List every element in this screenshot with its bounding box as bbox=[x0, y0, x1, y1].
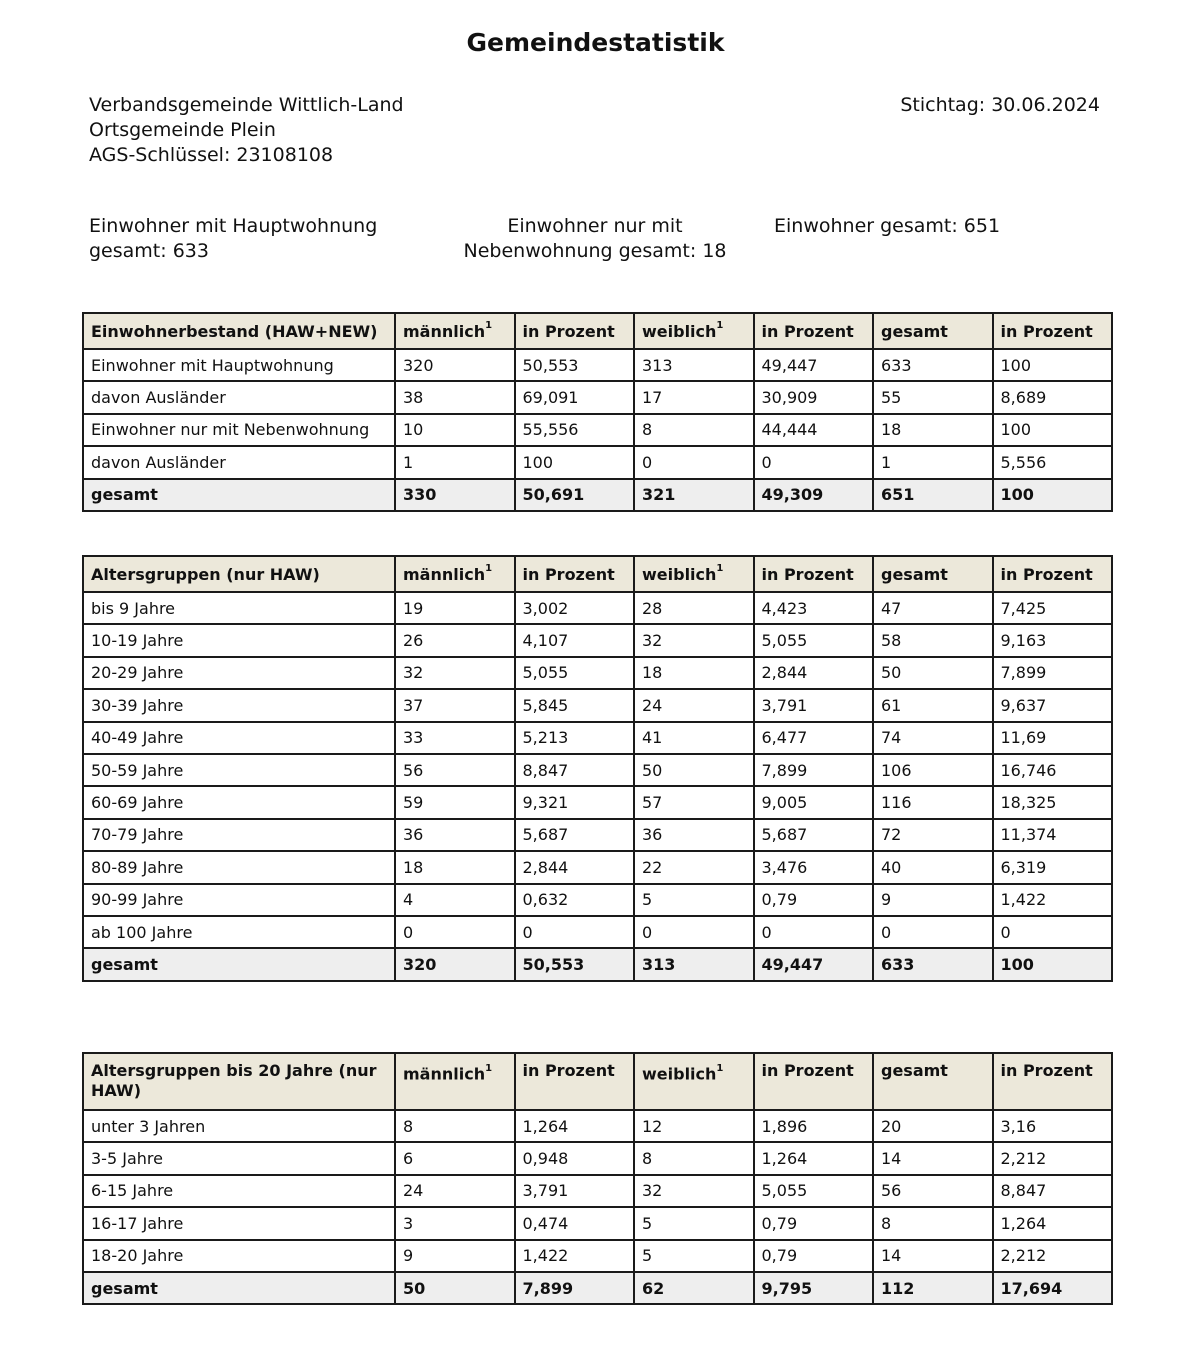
column-header-label: Altersgruppen bis 20 Jahre (nur HAW) bbox=[91, 1061, 377, 1100]
cell-value: 18,325 bbox=[993, 786, 1113, 818]
cell-value: 4,423 bbox=[754, 592, 874, 624]
cell-value: 5 bbox=[634, 1207, 754, 1239]
column-header bbox=[754, 1053, 874, 1110]
cell-value: 24 bbox=[634, 689, 754, 721]
cell-value: 44,444 bbox=[754, 414, 874, 446]
row-label: Einwohner mit Hauptwohnung bbox=[83, 349, 395, 381]
row-label: 3-5 Jahre bbox=[83, 1142, 395, 1174]
cell-value: 14 bbox=[873, 1240, 993, 1272]
cell-value: 0,79 bbox=[754, 1240, 874, 1272]
cell-value: 3 bbox=[395, 1207, 515, 1239]
cell-value: 7,899 bbox=[754, 754, 874, 786]
row-label: 50-59 Jahre bbox=[83, 754, 395, 786]
row-label: 70-79 Jahre bbox=[83, 819, 395, 851]
table-row bbox=[83, 1110, 1112, 1142]
cell-value: 100 bbox=[993, 948, 1113, 980]
cell-value: 28 bbox=[634, 592, 754, 624]
row-label: 80-89 Jahre bbox=[83, 851, 395, 883]
cell-value: 41 bbox=[634, 722, 754, 754]
cell-value: 651 bbox=[873, 479, 993, 511]
cell-value: 0 bbox=[754, 916, 874, 948]
cell-value: 11,69 bbox=[993, 722, 1113, 754]
cell-value: 0 bbox=[515, 916, 635, 948]
cell-value: 5,556 bbox=[993, 446, 1113, 478]
cell-value: 58 bbox=[873, 624, 993, 656]
cell-value: 9 bbox=[395, 1240, 515, 1272]
cell-value: 112 bbox=[873, 1272, 993, 1304]
cell-value: 30,909 bbox=[754, 381, 874, 413]
cell-value: 12 bbox=[634, 1110, 754, 1142]
cell-value: 7,425 bbox=[993, 592, 1113, 624]
table-total-row bbox=[83, 948, 1112, 980]
cell-value: 0,79 bbox=[754, 1207, 874, 1239]
footnote-mark: 1 bbox=[485, 563, 493, 575]
cell-value: 3,791 bbox=[515, 1175, 635, 1207]
table-row bbox=[83, 414, 1112, 446]
cell-value: 32 bbox=[395, 657, 515, 689]
cell-value: 0 bbox=[754, 446, 874, 478]
cell-value: 8 bbox=[395, 1110, 515, 1142]
table-row bbox=[83, 1142, 1112, 1174]
cell-value: 10 bbox=[395, 414, 515, 446]
cell-value: 36 bbox=[395, 819, 515, 851]
table-einwohnerbestand bbox=[82, 312, 1113, 512]
cell-value: 320 bbox=[395, 948, 515, 980]
table-row bbox=[83, 1207, 1112, 1239]
cell-value: 50 bbox=[873, 657, 993, 689]
cell-value: 19 bbox=[395, 592, 515, 624]
column-header-label: gesamt bbox=[881, 321, 948, 341]
cell-value: 1,264 bbox=[993, 1207, 1113, 1239]
table-altersgruppen-bis-20 bbox=[82, 1052, 1113, 1305]
cell-value: 50 bbox=[634, 754, 754, 786]
table-row bbox=[83, 592, 1112, 624]
table-row bbox=[83, 819, 1112, 851]
cell-value: 17 bbox=[634, 381, 754, 413]
row-label: 40-49 Jahre bbox=[83, 722, 395, 754]
table-altersgruppen bbox=[82, 555, 1113, 982]
cell-value: 1,264 bbox=[515, 1110, 635, 1142]
address-ags: AGS-Schlüssel: 23108108 bbox=[89, 144, 334, 166]
cell-value: 4,107 bbox=[515, 624, 635, 656]
cell-value: 20 bbox=[873, 1110, 993, 1142]
cell-value: 5 bbox=[634, 1240, 754, 1272]
row-label: 16-17 Jahre bbox=[83, 1207, 395, 1239]
row-label: davon Ausländer bbox=[83, 381, 395, 413]
cell-value: 18 bbox=[873, 414, 993, 446]
column-header bbox=[873, 313, 993, 349]
cell-value: 0,632 bbox=[515, 884, 635, 916]
address-ortsgemeinde: Ortsgemeinde Plein bbox=[89, 119, 276, 141]
column-header bbox=[873, 556, 993, 592]
cell-value: 3,791 bbox=[754, 689, 874, 721]
table-row bbox=[83, 381, 1112, 413]
cell-value: 1,422 bbox=[515, 1240, 635, 1272]
column-header-label: männlich bbox=[403, 1064, 486, 1084]
cell-value: 16,746 bbox=[993, 754, 1113, 786]
cell-value: 17,694 bbox=[993, 1272, 1113, 1304]
cell-value: 36 bbox=[634, 819, 754, 851]
cell-value: 22 bbox=[634, 851, 754, 883]
footnote-mark: 1 bbox=[485, 320, 493, 332]
cell-value: 0,79 bbox=[754, 884, 874, 916]
cell-value: 5,055 bbox=[754, 624, 874, 656]
cell-value: 56 bbox=[395, 754, 515, 786]
cell-value: 9,795 bbox=[754, 1272, 874, 1304]
column-header-label: in Prozent bbox=[761, 321, 854, 341]
cell-value: 40 bbox=[873, 851, 993, 883]
cell-value: 14 bbox=[873, 1142, 993, 1174]
column-header bbox=[993, 556, 1113, 592]
column-header-label: in Prozent bbox=[761, 564, 854, 584]
column-header bbox=[83, 1053, 395, 1110]
cell-value: 8,847 bbox=[515, 754, 635, 786]
table-row bbox=[83, 689, 1112, 721]
cell-value: 49,309 bbox=[754, 479, 874, 511]
table-total-row bbox=[83, 1272, 1112, 1304]
cell-value: 72 bbox=[873, 819, 993, 851]
cell-value: 5,845 bbox=[515, 689, 635, 721]
row-label: 10-19 Jahre bbox=[83, 624, 395, 656]
cell-value: 0 bbox=[634, 916, 754, 948]
cell-value: 32 bbox=[634, 1175, 754, 1207]
row-label: davon Ausländer bbox=[83, 446, 395, 478]
summary-nebenwohnung: Einwohner nur mit Nebenwohnung gesamt: 18 bbox=[463, 215, 727, 262]
cell-value: 7,899 bbox=[993, 657, 1113, 689]
cell-value: 74 bbox=[873, 722, 993, 754]
column-header bbox=[754, 556, 874, 592]
cell-value: 8,689 bbox=[993, 381, 1113, 413]
cell-value: 37 bbox=[395, 689, 515, 721]
cell-value: 47 bbox=[873, 592, 993, 624]
cell-value: 2,212 bbox=[993, 1142, 1113, 1174]
table-row bbox=[83, 884, 1112, 916]
summary-gesamt: Einwohner gesamt: 651 bbox=[774, 215, 1001, 237]
cell-value: 8,847 bbox=[993, 1175, 1113, 1207]
cell-value: 3,476 bbox=[754, 851, 874, 883]
cell-value: 6,477 bbox=[754, 722, 874, 754]
cell-value: 6,319 bbox=[993, 851, 1113, 883]
cell-value: 18 bbox=[395, 851, 515, 883]
column-header bbox=[873, 1053, 993, 1110]
cell-value: 321 bbox=[634, 479, 754, 511]
cell-value: 55,556 bbox=[515, 414, 635, 446]
cell-value: 49,447 bbox=[754, 948, 874, 980]
cell-value: 32 bbox=[634, 624, 754, 656]
table-row bbox=[83, 851, 1112, 883]
cell-value: 116 bbox=[873, 786, 993, 818]
cell-value: 5,055 bbox=[515, 657, 635, 689]
column-header-label: in Prozent bbox=[522, 321, 615, 341]
column-header-label: in Prozent bbox=[1000, 1061, 1093, 1080]
cell-value: 1,896 bbox=[754, 1110, 874, 1142]
cell-value: 330 bbox=[395, 479, 515, 511]
column-header-label: weiblich bbox=[642, 1064, 717, 1084]
cell-value: 50,553 bbox=[515, 349, 635, 381]
column-header bbox=[634, 1053, 754, 1110]
cell-value: 5,055 bbox=[754, 1175, 874, 1207]
column-header bbox=[634, 313, 754, 349]
cell-value: 55 bbox=[873, 381, 993, 413]
column-header-label: männlich bbox=[403, 564, 486, 584]
table-row bbox=[83, 624, 1112, 656]
column-header-label: weiblich bbox=[642, 321, 717, 341]
table-row bbox=[83, 722, 1112, 754]
cell-value: 9 bbox=[873, 884, 993, 916]
cell-value: 2,844 bbox=[754, 657, 874, 689]
cell-value: 5,687 bbox=[754, 819, 874, 851]
cell-value: 6 bbox=[395, 1142, 515, 1174]
row-label: Einwohner nur mit Nebenwohnung bbox=[83, 414, 395, 446]
cell-value: 1 bbox=[873, 446, 993, 478]
cell-value: 4 bbox=[395, 884, 515, 916]
address-verbandsgemeinde: Verbandsgemeinde Wittlich-Land bbox=[89, 94, 404, 116]
cell-value: 50,691 bbox=[515, 479, 635, 511]
table-row bbox=[83, 916, 1112, 948]
table-row bbox=[83, 1240, 1112, 1272]
cell-value: 106 bbox=[873, 754, 993, 786]
cell-value: 1,264 bbox=[754, 1142, 874, 1174]
cell-value: 7,899 bbox=[515, 1272, 635, 1304]
cell-value: 59 bbox=[395, 786, 515, 818]
row-label: 6-15 Jahre bbox=[83, 1175, 395, 1207]
column-header-label: Einwohnerbestand (HAW+NEW) bbox=[91, 321, 378, 341]
cell-value: 0 bbox=[993, 916, 1113, 948]
cell-value: 18 bbox=[634, 657, 754, 689]
row-label: unter 3 Jahren bbox=[83, 1110, 395, 1142]
cell-value: 57 bbox=[634, 786, 754, 818]
column-header bbox=[83, 313, 395, 349]
column-header bbox=[754, 313, 874, 349]
table-row bbox=[83, 657, 1112, 689]
column-header-label: Altersgruppen (nur HAW) bbox=[91, 564, 320, 584]
cell-value: 2,844 bbox=[515, 851, 635, 883]
cell-value: 50 bbox=[395, 1272, 515, 1304]
cell-value: 633 bbox=[873, 349, 993, 381]
cell-value: 0 bbox=[634, 446, 754, 478]
row-label: 18-20 Jahre bbox=[83, 1240, 395, 1272]
column-header bbox=[395, 556, 515, 592]
cell-value: 5,213 bbox=[515, 722, 635, 754]
footnote-mark: 1 bbox=[716, 320, 724, 332]
column-header-label: in Prozent bbox=[1000, 564, 1093, 584]
row-label: gesamt bbox=[83, 948, 395, 980]
column-header bbox=[993, 313, 1113, 349]
cell-value: 2,212 bbox=[993, 1240, 1113, 1272]
column-header bbox=[395, 1053, 515, 1110]
column-header bbox=[993, 1053, 1113, 1110]
row-label: bis 9 Jahre bbox=[83, 592, 395, 624]
cell-value: 9,321 bbox=[515, 786, 635, 818]
row-label: gesamt bbox=[83, 1272, 395, 1304]
footnote-mark: 1 bbox=[485, 1063, 493, 1074]
cell-value: 100 bbox=[515, 446, 635, 478]
cell-value: 69,091 bbox=[515, 381, 635, 413]
cell-value: 5 bbox=[634, 884, 754, 916]
cell-value: 49,447 bbox=[754, 349, 874, 381]
column-header bbox=[515, 313, 635, 349]
row-label: 30-39 Jahre bbox=[83, 689, 395, 721]
column-header bbox=[395, 313, 515, 349]
cell-value: 61 bbox=[873, 689, 993, 721]
cell-value: 320 bbox=[395, 349, 515, 381]
column-header bbox=[515, 1053, 635, 1110]
address-block bbox=[89, 93, 404, 168]
cell-value: 33 bbox=[395, 722, 515, 754]
cell-value: 11,374 bbox=[993, 819, 1113, 851]
column-header-label: in Prozent bbox=[761, 1061, 854, 1080]
cell-value: 313 bbox=[634, 948, 754, 980]
page-title: Gemeindestatistik bbox=[466, 28, 725, 57]
stichtag-date: Stichtag: 30.06.2024 bbox=[900, 94, 1100, 116]
cell-value: 5,687 bbox=[515, 819, 635, 851]
cell-value: 8 bbox=[634, 1142, 754, 1174]
cell-value: 38 bbox=[395, 381, 515, 413]
column-header-label: in Prozent bbox=[1000, 321, 1093, 341]
cell-value: 1 bbox=[395, 446, 515, 478]
column-header bbox=[634, 556, 754, 592]
cell-value: 0,948 bbox=[515, 1142, 635, 1174]
cell-value: 100 bbox=[993, 349, 1113, 381]
column-header-label: männlich bbox=[403, 321, 486, 341]
table-header-row bbox=[83, 556, 1112, 592]
cell-value: 3,002 bbox=[515, 592, 635, 624]
cell-value: 26 bbox=[395, 624, 515, 656]
table-row bbox=[83, 1175, 1112, 1207]
row-label: ab 100 Jahre bbox=[83, 916, 395, 948]
column-header bbox=[515, 556, 635, 592]
column-header bbox=[83, 556, 395, 592]
column-header-label: gesamt bbox=[881, 1061, 948, 1080]
summary-hauptwohnung: Einwohner mit Hauptwohnung gesamt: 633 bbox=[89, 215, 378, 262]
cell-value: 633 bbox=[873, 948, 993, 980]
cell-value: 50,553 bbox=[515, 948, 635, 980]
cell-value: 100 bbox=[993, 479, 1113, 511]
footnote-mark: 1 bbox=[716, 1063, 724, 1074]
table-total-row bbox=[83, 479, 1112, 511]
row-label: 60-69 Jahre bbox=[83, 786, 395, 818]
row-label: 90-99 Jahre bbox=[83, 884, 395, 916]
table-row bbox=[83, 754, 1112, 786]
column-header-label: in Prozent bbox=[522, 1061, 615, 1080]
column-header-label: in Prozent bbox=[522, 564, 615, 584]
column-header-label: gesamt bbox=[881, 564, 948, 584]
cell-value: 0 bbox=[395, 916, 515, 948]
footnote-mark: 1 bbox=[716, 563, 724, 575]
cell-value: 9,163 bbox=[993, 624, 1113, 656]
cell-value: 8 bbox=[634, 414, 754, 446]
column-header-label: weiblich bbox=[642, 564, 717, 584]
cell-value: 62 bbox=[634, 1272, 754, 1304]
table-row bbox=[83, 786, 1112, 818]
cell-value: 313 bbox=[634, 349, 754, 381]
cell-value: 100 bbox=[993, 414, 1113, 446]
cell-value: 0 bbox=[873, 916, 993, 948]
table-header-row bbox=[83, 313, 1112, 349]
table-header-row bbox=[83, 1053, 1112, 1110]
cell-value: 3,16 bbox=[993, 1110, 1113, 1142]
cell-value: 24 bbox=[395, 1175, 515, 1207]
table-row bbox=[83, 446, 1112, 478]
cell-value: 9,005 bbox=[754, 786, 874, 818]
row-label: 20-29 Jahre bbox=[83, 657, 395, 689]
cell-value: 9,637 bbox=[993, 689, 1113, 721]
cell-value: 8 bbox=[873, 1207, 993, 1239]
cell-value: 1,422 bbox=[993, 884, 1113, 916]
table-row bbox=[83, 349, 1112, 381]
row-label: gesamt bbox=[83, 479, 395, 511]
cell-value: 56 bbox=[873, 1175, 993, 1207]
cell-value: 0,474 bbox=[515, 1207, 635, 1239]
